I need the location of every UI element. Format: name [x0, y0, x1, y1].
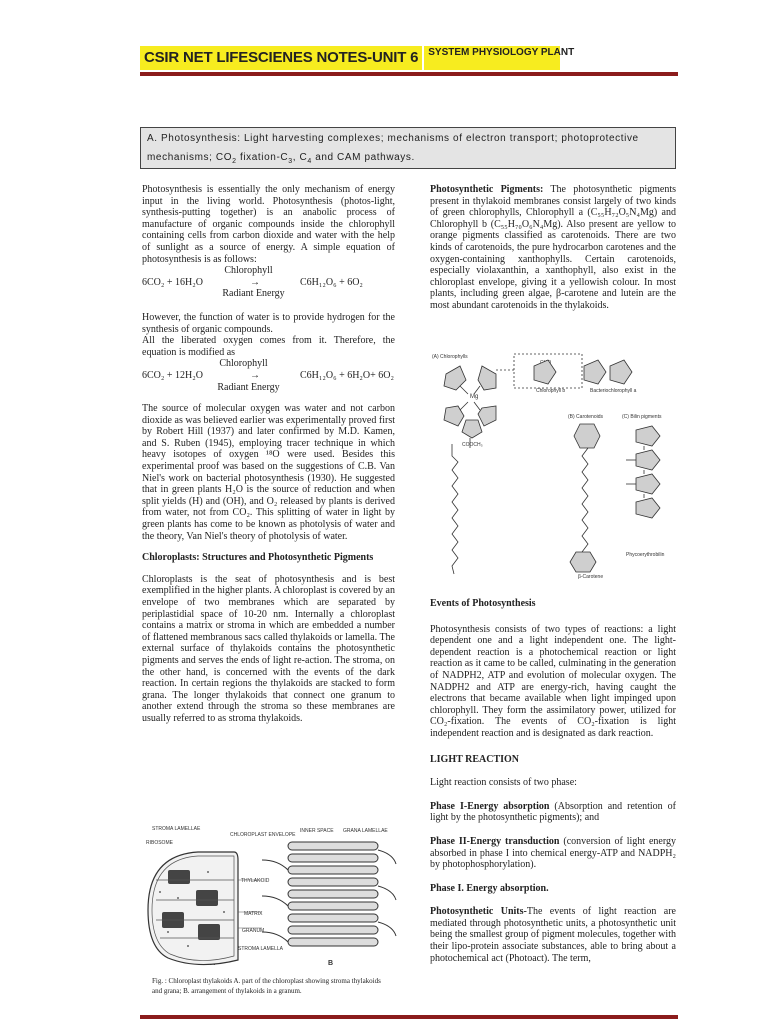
eq1-arrow: →	[250, 276, 260, 288]
label-bacteriochlorophyll: Bacteriochlorophyll a	[590, 388, 637, 394]
eq2-reactants: 6CO₂ + 12H₂O	[142, 369, 203, 381]
eq1-reactants: 6CO₂ + 16H₂O	[142, 276, 203, 288]
paragraph-events: Photosynthesis consists of two types of reactions: a light dependent one and a light independent one. The light-dependent reaction is a photochemical reaction or light reaction as it came to be called, culminating in the generation of NADPH2, ATP and evolution of molecular oxygen. The NADPH2 and ATP are energy-rich, having caught the electrons that became available when light impinged upon chlorophyll. They form the assimilatory power, utilized for CO₂-fixation. The events of CO₂-fixation is light independent reaction and is designated as dark reaction.	[430, 623, 676, 739]
label-stroma-lamella: STROMA LAMELLA	[238, 946, 284, 952]
paragraph-phase-2: Phase II-Energy transduction (conversion of light energy absorbed in phase I into chemical energy-ATP and NADPH₂ by photophosphorylation).	[430, 835, 676, 871]
heading-chloroplasts: Chloroplasts: Structures and Photosynthetic Pigments	[142, 552, 374, 564]
paragraph-intro: Photosynthesis is essentially the only mechanism of energy input in the living world. Photosynthesis (photos-light, synthesis-putting together) is an anabolic process of manufacture of organic compounds inside the chlorophyll containing cells from carbon dioxide and water with the help of sunlight as a source of energy. A simple equation of photosynthesis is as follows:	[142, 184, 395, 265]
equation-1	[142, 265, 395, 300]
right-column-lower	[430, 598, 676, 974]
label-phycoerythrobilin: Phycoerythrobilin	[626, 552, 665, 558]
eq2-catalyst: Chlorophyll	[219, 358, 268, 370]
paragraph-oxygen: All the liberated oxygen comes from it. Therefore, the equation is modified as	[142, 335, 395, 358]
right-column	[430, 184, 676, 322]
paragraph-pigments: Photosynthetic Pigments: The photosynthetic pigments present in thylakoid membranes consist largely of two kinds of green chlorophylls, Chlorophyll a (C₅₅H₇₂O₅N₄Mg) and Chlorophyll b (C₅₅H₇₀O₆N₄Mg). Also present are yellow to orange pigments classified as carotenoids. There are two kinds of carotenoids, the pure hydrocarbon carotenes and the oxygen-containing xanthophylls. Certain carotenoids, especially violaxanthin, a xanthophyll, also exist in the chloroplast envelope, giving it a yellowish colour. In most plants, including green algae, β-carotene and lutein are the most abundant carotenoids in the thylakoids.	[430, 184, 676, 311]
label-chlorophylls: (A) Chlorophylls	[432, 354, 468, 360]
photosynthetic-pigments-figure	[430, 352, 676, 592]
heading-light-reaction: LIGHT REACTION	[430, 753, 520, 765]
equation-2	[142, 358, 395, 393]
label-beta-carotene: β-Carotene	[578, 574, 604, 580]
label-matrix: MATRIX	[244, 911, 263, 917]
topic-box	[140, 127, 676, 169]
paragraph-photosynthetic-units: Photosynthetic Units-The events of light reaction are mediated through photosynthetic units, a photosynthetic unit being the smallest group of pigment molecules, together with their lipo-protein associate substances, able to bring about a photochemical act (Photoact). The term,	[430, 906, 676, 964]
footer-rule	[140, 1015, 678, 1019]
label-bilin: (C) Bilin pigments	[622, 414, 662, 420]
heading-phase-1-absorption: Phase I. Energy absorption.	[430, 882, 549, 894]
eq1-products: C6H₁₂O₆ + 6O₂	[300, 276, 363, 288]
label-stroma-lamellae: STROMA LAMELLAE	[152, 826, 201, 832]
topic-line-2: mechanisms; $CO_2$ fixation-$C_3$, $C_4$ and CAM pathways.	[147, 152, 415, 165]
paragraph-two-phase: Light reaction consists of two phase:	[430, 777, 577, 789]
header-rule	[140, 72, 678, 76]
label-granum: GRANUM	[242, 928, 265, 934]
label-thylakoid: THYLAKOID	[241, 878, 270, 884]
eq2-products: C6H₁₂O₆ + 6H₂O+ 6O₂	[300, 369, 394, 381]
eq2-arrow: →	[250, 369, 260, 381]
paragraph-chloroplasts: Chloroplasts is the seat of photosynthesis and is best exemplified in the higher plants. A chloroplast is covered by an envelope of two membranes which are separated by periplastidial space of 10-20 nm. Internally a chloroplast contains a matrix or stroma in which are embedded a number of flattened membranous sacs called thylakoids or lamella. The external surface of thylakoids contains the photosynthetic pigments and serves the ends of light re-action. The stroma, on the other hand, is concerned with the events of the dark reaction. In certain regions the thylakoids are stacked to form grana. The longer thylakoids that connect one granum to another extend through the stroma so these membranes are usually referred to as stroma thylakoids.	[142, 573, 395, 724]
label-b: B	[328, 960, 334, 967]
chloroplast-figure-caption: Fig. : Chloroplast thylakoids A. part of the chloroplast showing stroma thylakoids and grana; B. arrangement of thylakoids in a granum.	[152, 977, 381, 995]
page-header	[140, 46, 575, 70]
topic-line-1: A. Photosynthesis: Light harvesting complexes; mechanisms of electron transport; photoprotective	[147, 133, 639, 144]
mg-atom: Mg	[470, 394, 479, 400]
label-cooch3: COOCH₃	[462, 442, 483, 448]
label-grana-lamellae: GRANA LAMELLAE	[343, 828, 388, 834]
label-carotenoids: (B) Carotenoids	[568, 414, 604, 420]
eq1-catalyst: Chlorophyll	[224, 265, 273, 277]
eq2-energy: Radiant Energy	[217, 381, 280, 393]
paragraph-water: However, the function of water is to provide hydrogen for the synthesis of organic compounds.	[142, 311, 395, 335]
heading-events: Events of Photosynthesis	[430, 598, 536, 609]
paragraph-hill: The source of molecular oxygen was water and not carbon dioxide as was believed earlier was experimentally proved first by Robert Hill (1937) and later confirmed by M.D. Kamen, and S. Ruben (1945), employing tracer technique in which heavy isotopes of oxygen ¹⁸O were used. Besides this experimental proof was based on the suggestions of C.B. Van Niel's work on bacterial photosynthesis (1930). He suggested that in green plants H₂O is the source of reduction and when split yields (H) and (OH), and O₂ released by plants is derived from water, not from CO₂. This splitting of water in light by green plants has come to be known as photolysis of water and the theory, Van Niel's theory of photolysis of water.	[142, 403, 395, 542]
label-inner-space: INNER SPACE	[300, 828, 334, 834]
label-envelope: CHLOROPLAST ENVELOPE	[230, 832, 296, 838]
paragraph-phase-1: Phase I-Energy absorption (Absorption and retention of light by the photosynthetic pigments); and	[430, 800, 676, 824]
label-ribosome: RIBOSOME	[146, 840, 173, 846]
left-column	[142, 184, 395, 735]
header-subtitle: SYSTEM PHYSIOLOGY PLANT	[424, 46, 560, 70]
label-chlorophyll-b: Chlorophyll b	[536, 388, 566, 394]
eq1-energy: Radiant Energy	[222, 288, 285, 300]
header-title: CSIR NET LIFESCIENES NOTES-UNIT 6	[140, 46, 422, 70]
